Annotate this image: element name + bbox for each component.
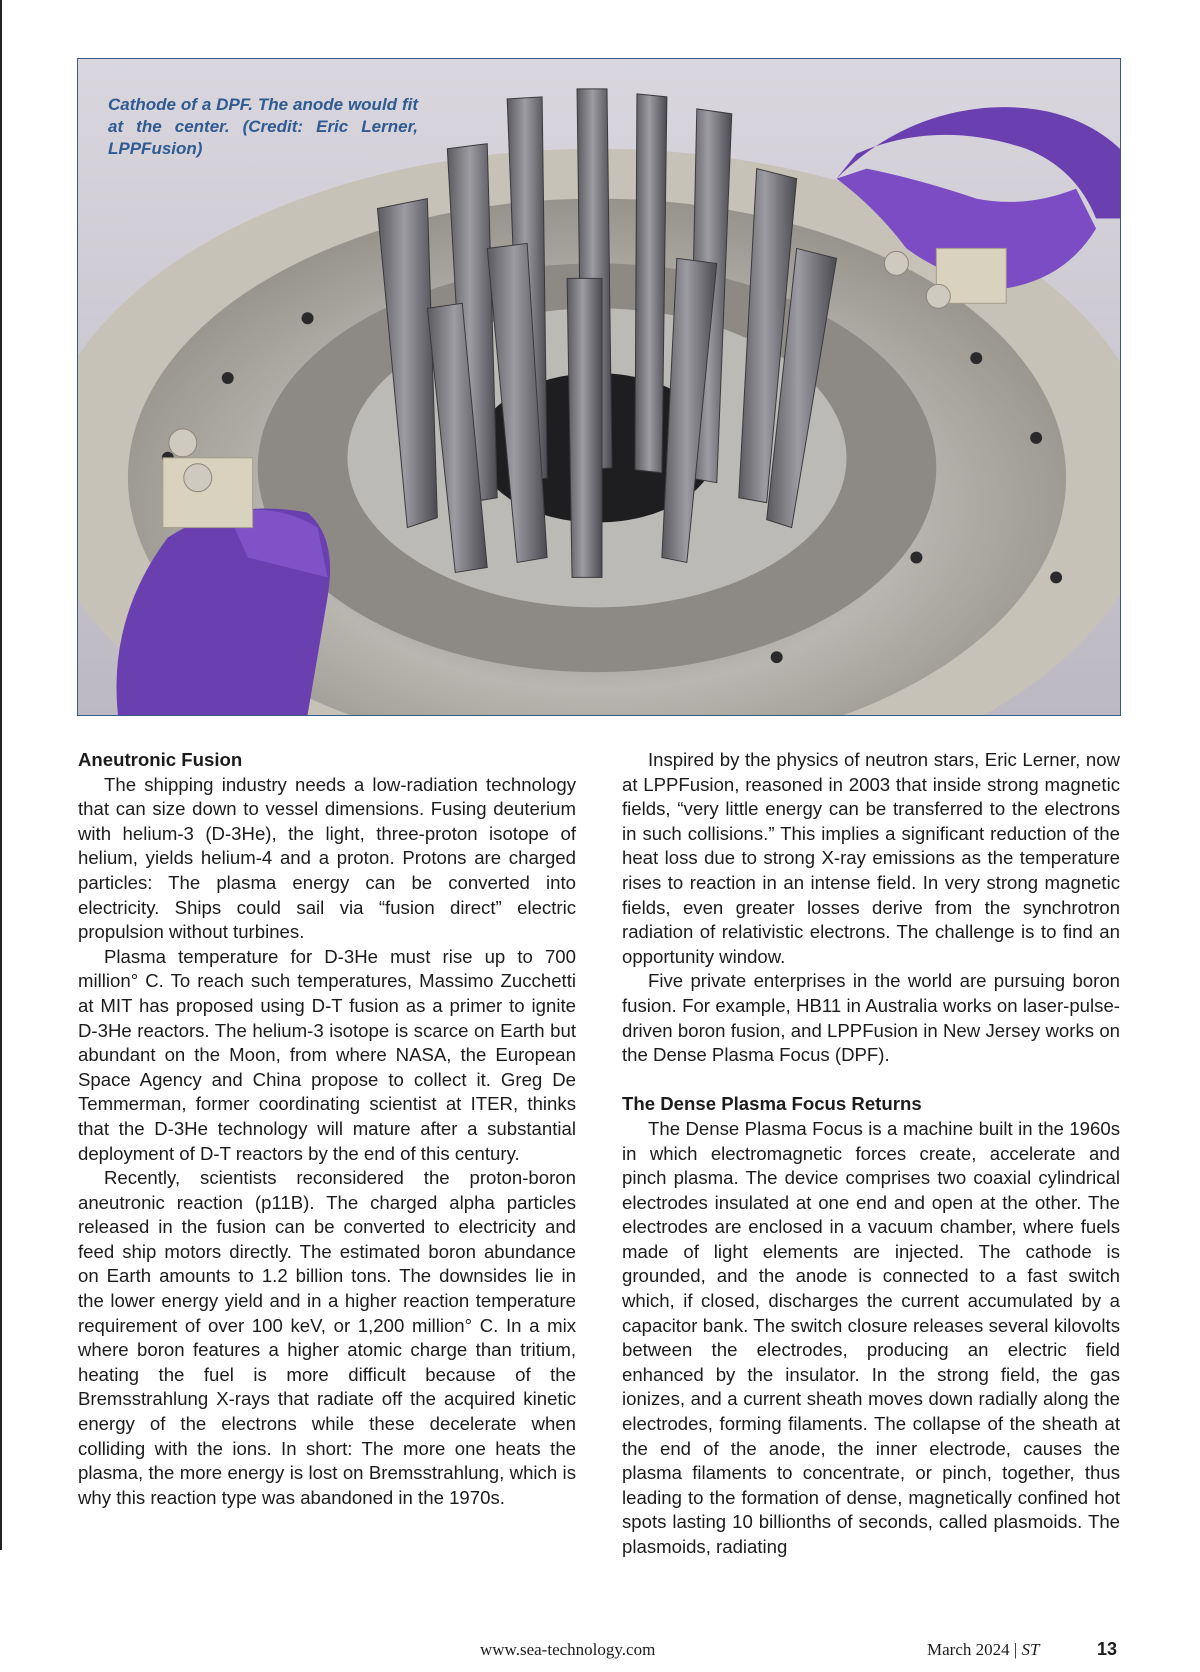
- right-column: [622, 748, 1120, 1560]
- page-edge-rule: [0, 0, 2, 1550]
- paragraph: Five private enterprises in the world are pursuing boron fusion. For example, HB11 in Australia works on laser-pulse-driven boron fusion, and LPPFusion in New Jersey works on the Dense Plasma Focus (DPF).: [622, 970, 1120, 1066]
- section-gap: [622, 1068, 1120, 1093]
- footer-issue: [927, 1640, 1040, 1660]
- footer-url: www.sea-technology.com: [480, 1640, 656, 1659]
- paragraph: The Dense Plasma Focus is a machine built in the 1960s in which electromagnetic forces create, accelerate and pinch plasma. The device comprises two coaxial cylindrical electrodes insulated at one end and open at the other. The electrodes are enclosed in a vacuum chamber, where fuels made of light elements are injected. The cathode is grounded, and the anode is connected to a fast switch which, if closed, discharges the current accumulated by a capacitor bank. The switch closure releases several kilovolts between the electrodes, producing an electric field enhanced by the insulator. In the strong field, the gas ionizes, and a current sheath moves down radially along the electrodes, forming filaments. The collapse of the sheath at the end of the anode, the inner electrode, causes the plasma filaments to concentrate, or pinch, together, thus leading to the formation of dense, magnetically confined hot spots lasting 10 billionths of seconds, called plasmoids. The plasmoids, radiating: [622, 1117, 1120, 1557]
- section-heading-dense-plasma-focus: The Dense Plasma Focus Returns: [622, 1093, 922, 1115]
- paragraph: Recently, scientists reconsidered the proton-boron aneutronic reaction (p11B). The charged alpha particles released in the fusion can be converted to electricity and feed ship motors directly. The estimated boron abundance on Earth amounts to 1.2 billion tons. The downsides lie in the lower energy yield and in a higher reaction temperature requirement of over 100 keV, or 1,200 million° C. In a mix where boron features a higher atomic charge than tritium, heating the fuel is more difficult because of the Bremsstrahlung X-rays that radiate off the acquired kinetic energy of the electrons while these decelerate when colliding with the ions. In short: The more one heats the plasma, the more energy is lost on Bremsstrahlung, which is why this reaction type was abandoned in the 1970s.: [78, 1167, 576, 1508]
- page-number: 13: [1097, 1639, 1118, 1659]
- section-heading-aneutronic-fusion: Aneutronic Fusion: [78, 749, 243, 770]
- page-footer: [0, 1640, 1200, 1666]
- paragraph: Plasma temperature for D-3He must rise up to 700 million° C. To reach such temperatures, Massimo Zucchetti at MIT has proposed using D-T fusion as a primer to ignite D-3He reactors. The helium-3 isotope is scarce on Earth but abundant on the Moon, from where NASA, the European Space Agency and China propose to collect it. Greg De Temmerman, former coordinating scientist at ITER, thinks that the D-3He technology will mature after a substantial deployment of D-T reactors by the end of this century.: [78, 945, 576, 1164]
- figure-caption: Cathode of a DPF. The anode would fit at the center. (Credit: Eric Lerner, LPPFusion): [108, 95, 418, 158]
- paragraph: Inspired by the physics of neutron stars, Eric Lerner, now at LPPFusion, reasoned in 2003 that inside strong magnetic fields, “very little energy can be transferred to the electrons in such collisions.” This implies a significant reduction of the heat loss due to strong X-ray emissions as the temperature rises to reaction in an intense field. In very strong magnetic fields, even greater losses derive from the synchrotron radiation of relativistic electrons. The challenge is to find an opportunity window.: [622, 749, 1120, 967]
- paragraph: The shipping industry needs a low-radiation technology that can size down to vessel dimensions. Fusing deuterium with helium-3 (D-3He), the light, three-proton isotope of helium, yields helium-4 and a proton. Protons are charged particles: The plasma energy can be converted into electricity. Ships could sail via “fusion direct” electric propulsion without turbines.: [78, 773, 576, 943]
- footer-publication: ST: [1021, 1640, 1040, 1659]
- footer-date: March 2024: [927, 1640, 1010, 1659]
- footer-separator: |: [1013, 1640, 1018, 1659]
- left-column: [78, 748, 576, 1510]
